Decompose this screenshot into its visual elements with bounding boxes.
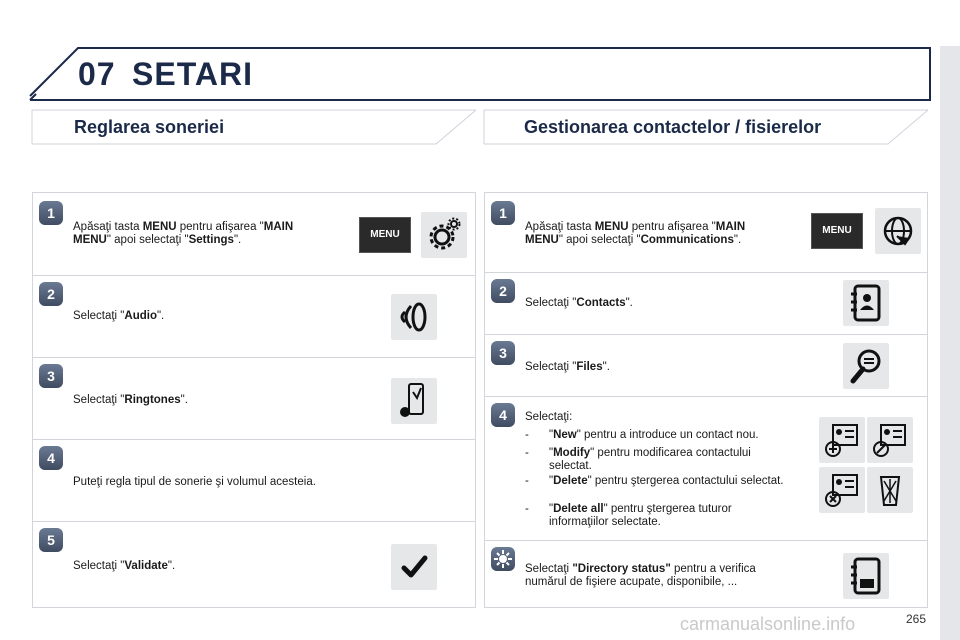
list-item: "Delete" pentru ştergerea contactului selectat.: [549, 475, 784, 487]
step-number-badge: 5: [39, 528, 63, 552]
audio-icon: [391, 294, 437, 340]
list-item: "Delete all" pentru ştergerea tuturor informaţiilor selectate.: [549, 503, 732, 528]
step-text: Selectaţi "Contacts".: [525, 297, 633, 309]
step-text: Apăsaţi tasta MENU pentru afişarea "MAIN MENU" apoi selectaţi "Communications".: [525, 221, 746, 246]
files-search-icon: [843, 343, 889, 389]
left-step-3: [33, 358, 475, 440]
step-text: Selectaţi "Files".: [525, 361, 610, 373]
list-item: "New" pentru a introduce un contact nou.: [549, 429, 759, 441]
menu-button[interactable]: MENU: [811, 213, 863, 249]
step-text: Selectaţi "Ringtones".: [73, 394, 188, 406]
left-steps-panel: [32, 192, 476, 608]
right-section-title: Gestionarea contactelor / fisierelor: [524, 117, 822, 137]
left-step-2: [33, 276, 475, 358]
step-number-badge: 1: [39, 201, 63, 225]
step-number-badge: 2: [39, 282, 63, 306]
step-text: Apăsaţi tasta MENU pentru afişarea "MAIN MENU" apoi selectaţi "Settings".: [73, 221, 294, 246]
step-text: Selectaţi "Audio".: [73, 310, 165, 322]
menu-button[interactable]: MENU: [359, 217, 411, 253]
step-intro: Selectaţi:: [525, 411, 573, 423]
ringtones-icon: [391, 378, 437, 424]
list-item: "Modify" pentru modificarea contactului selectat.: [549, 447, 751, 472]
list-dash: -: [525, 503, 529, 515]
left-step-5: [33, 522, 475, 608]
step-number-badge: 4: [491, 403, 515, 427]
right-step-directory-status: [485, 541, 927, 608]
step-number-badge: 1: [491, 201, 515, 225]
page-number: 265: [906, 612, 927, 626]
right-step-1: [485, 193, 927, 273]
step-text: Selectaţi "Directory status" pentru a verifica numărul de fişiere acupate, disponibile, ...: [525, 563, 756, 588]
delete-contact-icon: [819, 467, 865, 513]
communications-icon: [875, 208, 921, 254]
chapter-title: SETARI: [132, 56, 253, 92]
left-step-4: [33, 440, 475, 522]
list-dash: -: [525, 475, 529, 487]
new-contact-icon: [819, 417, 865, 463]
directory-status-icon: [843, 553, 889, 599]
step-number-badge: 3: [491, 341, 515, 365]
step-number-badge: 2: [491, 279, 515, 303]
chapter-number: 07: [78, 56, 116, 92]
list-dash: -: [525, 429, 529, 441]
step-number-badge: 3: [39, 364, 63, 388]
left-section-title: Reglarea soneriei: [74, 117, 225, 137]
left-step-1: [33, 193, 475, 276]
header-frame: [0, 0, 960, 110]
watermark: carmanualsonline.info: [680, 614, 856, 634]
list-dash: -: [525, 447, 529, 459]
right-step-3: [485, 335, 927, 397]
settings-badge-icon: [491, 547, 515, 571]
settings-icon: [421, 212, 467, 258]
step-text: Selectaţi "Validate".: [73, 560, 176, 572]
contacts-icon: [843, 280, 889, 326]
modify-contact-icon: [867, 417, 913, 463]
delete-all-trash-icon: [867, 467, 913, 513]
step-number-badge: 4: [39, 446, 63, 470]
right-step-4: [485, 397, 927, 541]
step-text: Puteţi regla tipul de sonerie şi volumul acesteia.: [73, 476, 316, 488]
right-steps-panel: [484, 192, 928, 608]
right-step-2: [485, 273, 927, 335]
validate-check-icon: [391, 544, 437, 590]
